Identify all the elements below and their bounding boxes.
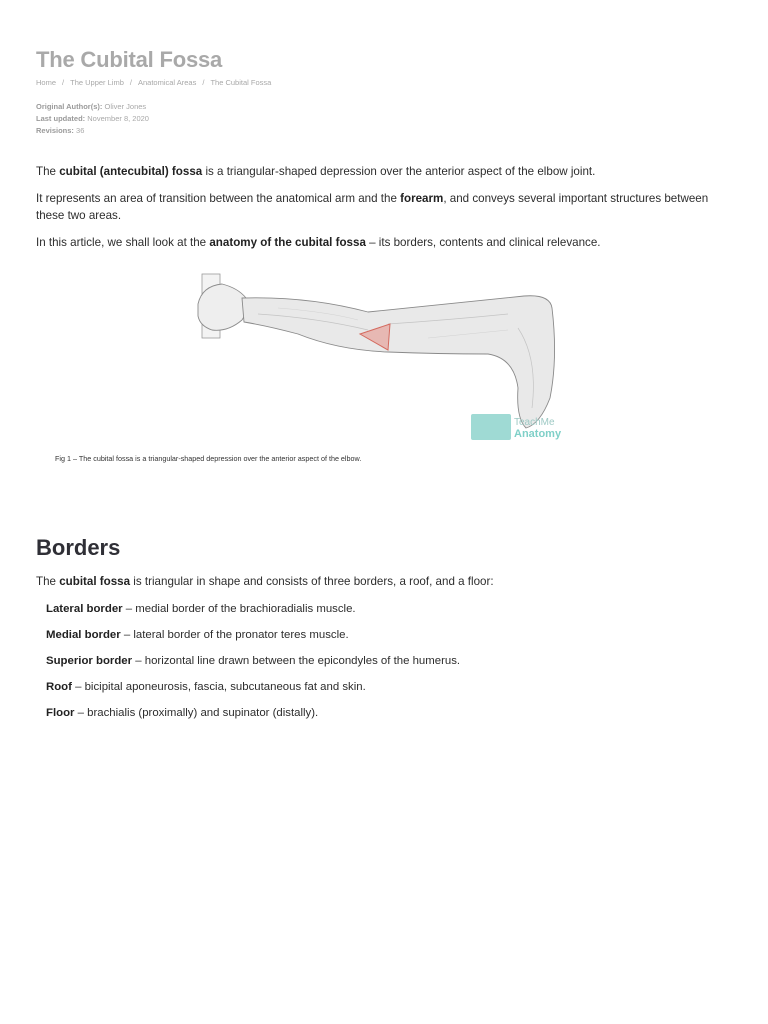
meta-updated: Last updated: November 8, 2020: [36, 114, 149, 123]
watermark-anatomy: Anatomy: [514, 428, 562, 440]
author-name[interactable]: Oliver Jones: [104, 102, 147, 111]
arm-illustration: [188, 268, 568, 448]
watermark-teachme: TeachMe: [514, 417, 555, 428]
breadcrumb-anatomical-areas[interactable]: Anatomical Areas: [137, 78, 197, 87]
meta-revisions: Revisions: 36: [36, 126, 85, 135]
hand-shape: [198, 284, 247, 330]
list-item: Medial border – lateral border of the pronator teres muscle.: [46, 629, 349, 641]
article-meta: [36, 101, 149, 137]
breadcrumb-upper-limb[interactable]: The Upper Limb: [70, 78, 124, 87]
list-item: Roof – bicipital aponeurosis, fascia, subcutaneous fat and skin.: [46, 681, 366, 693]
breadcrumb-separator: /: [202, 78, 205, 87]
list-item: Lateral border – medial border of the brachioradialis muscle.: [46, 603, 356, 615]
meta-author: Original Author(s): Oliver Jones: [36, 102, 147, 111]
figure-caption: Fig 1 – The cubital fossa is a triangular-shaped depression over the anterior aspect of the elbow.: [55, 454, 362, 463]
intro-paragraph-2: It represents an area of transition between the anatomical arm and the forearm, and conveys several important structures between these two areas.: [36, 192, 709, 222]
page-title: The Cubital Fossa: [36, 47, 223, 72]
list-item: Floor – brachialis (proximally) and supinator (distally).: [46, 707, 319, 719]
breadcrumb: [36, 78, 271, 87]
breadcrumb-separator: /: [129, 78, 132, 87]
forearm-link[interactable]: forearm: [400, 192, 444, 205]
intro-paragraph-1: The cubital (antecubital) fossa is a triangular-shaped depression over the anterior aspect of the elbow joint.: [36, 165, 596, 178]
arm-drawing: [188, 268, 568, 448]
borders-intro: The cubital fossa is triangular in shape and consists of three borders, a roof, and a floor:: [36, 575, 494, 588]
list-item: Superior border – horizontal line drawn between the epicondyles of the humerus.: [46, 655, 461, 667]
intro-paragraph-3: In this article, we shall look at the anatomy of the cubital fossa – its borders, contents and clinical relevance.: [36, 236, 601, 249]
breadcrumb-separator: /: [62, 78, 65, 87]
borders-list: [46, 601, 460, 731]
section-heading-borders: Borders: [36, 535, 121, 560]
arm-shape: [242, 296, 555, 428]
breadcrumb-current[interactable]: The Cubital Fossa: [210, 78, 272, 87]
breadcrumb-home[interactable]: Home: [36, 78, 57, 87]
teachme-logo-icon: [471, 414, 511, 440]
